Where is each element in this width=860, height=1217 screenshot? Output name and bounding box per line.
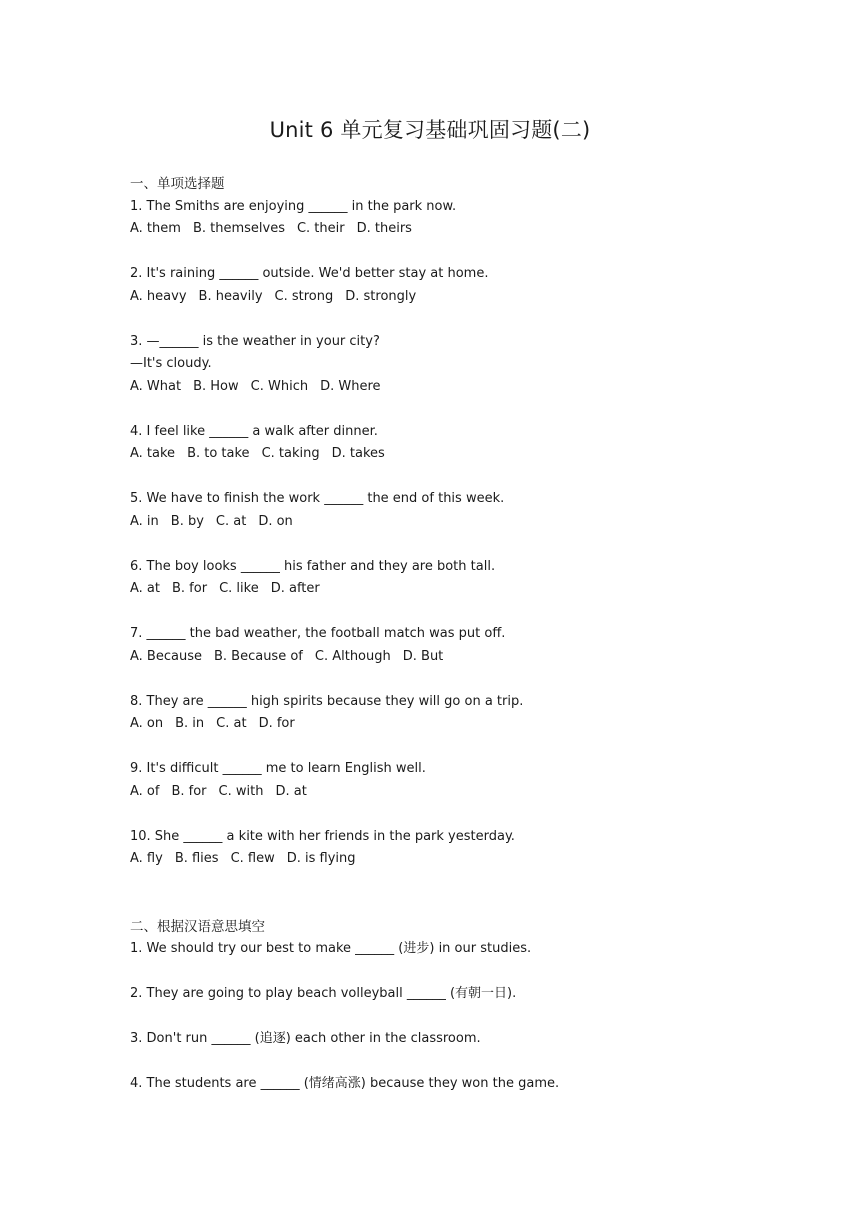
question-stem: 2. It's raining ______ outside. We'd better stay at home. <box>130 266 489 281</box>
question-stem: 10. She ______ a kite with her friends in the park yesterday. <box>130 828 515 844</box>
option-c: C. with <box>218 783 264 799</box>
option-d: D. strongly <box>345 288 417 304</box>
question-stem: 5. We have to finish the work ______ the end of this week. <box>130 491 505 506</box>
option-c: C. flew <box>230 851 275 866</box>
question-stem: 3. —______ is the weather in your city? <box>130 333 380 349</box>
option-c: C. Which <box>250 378 309 394</box>
question-options <box>130 848 770 871</box>
option-d: D. at <box>275 783 307 799</box>
document-title: Unit 6 单元复习基础巩固习题(二) <box>269 118 591 142</box>
question-stem: 6. The boy looks ______ his father and they are both tall. <box>130 558 496 574</box>
question-stem: 9. It's difficult ______ me to learn English well. <box>130 761 426 776</box>
question-response: —It's cloudy. <box>130 356 212 371</box>
option-d: D. Where <box>320 378 381 394</box>
option-d: D. for <box>258 716 295 731</box>
option-a: A. on <box>130 716 164 731</box>
fill-blank-item: 3. Don't run ______ (追逐) each other in the classroom. <box>130 1031 481 1046</box>
option-d: D. is flying <box>286 851 356 866</box>
option-b: B. flies <box>174 851 219 866</box>
option-a: A. heavy <box>130 288 187 304</box>
option-c: C. at <box>215 513 247 529</box>
option-b: B. How <box>193 378 239 394</box>
option-b: B. in <box>175 716 205 731</box>
option-a: A. at <box>130 581 160 596</box>
section2-heading: 二、根据汉语意思填空 <box>130 918 265 935</box>
option-a: A. Because <box>130 648 202 664</box>
question-options <box>130 781 770 804</box>
option-a: A. take <box>130 446 176 461</box>
fill-blank-item: 2. They are going to play beach volleyball ______ (有朝一日). <box>130 986 517 1001</box>
question-options <box>130 286 770 309</box>
question-stem: 7. ______ the bad weather, the football match was put off. <box>130 626 506 641</box>
option-a: A. What <box>130 378 182 394</box>
question-options <box>130 511 770 534</box>
option-c: C. Although <box>314 648 391 664</box>
option-b: B. Because of <box>213 648 303 664</box>
section1-heading: 一、单项选择题 <box>130 176 225 192</box>
option-a: A. of <box>130 783 160 799</box>
option-c: C. strong <box>274 288 334 304</box>
option-a: A. in <box>130 513 159 529</box>
question-options <box>130 578 770 601</box>
question-options <box>130 376 770 399</box>
option-d: D. on <box>258 513 293 529</box>
option-c: C. taking <box>261 446 320 461</box>
question-stem: 4. I feel like ______ a walk after dinner. <box>130 423 378 439</box>
question-options <box>130 646 770 669</box>
option-d: D. takes <box>331 446 385 461</box>
option-d: D. theirs <box>356 221 412 236</box>
option-c: C. at <box>216 716 247 731</box>
question-options <box>130 443 770 466</box>
fill-blank-item: 4. The students are ______ (情绪高涨) because they won the game. <box>130 1076 560 1091</box>
option-c: C. like <box>219 581 259 596</box>
option-b: B. heavily <box>198 288 263 304</box>
option-b: B. for <box>172 581 208 596</box>
option-b: B. by <box>170 513 204 529</box>
question-stem: 8. They are ______ high spirits because they will go on a trip. <box>130 693 524 709</box>
option-a: A. them <box>130 221 181 236</box>
fill-blank-item: 1. We should try our best to make ______ (进步) in our studies. <box>130 941 532 956</box>
option-d: D. But <box>402 648 444 664</box>
option-b: B. to take <box>187 446 250 461</box>
option-d: D. after <box>270 581 320 596</box>
option-b: B. for <box>171 783 207 799</box>
option-b: B. themselves <box>192 221 285 236</box>
document-body <box>130 173 770 1096</box>
option-a: A. fly <box>130 851 163 866</box>
question-options <box>130 218 770 241</box>
option-c: C. their <box>296 221 345 236</box>
question-options <box>130 713 770 736</box>
question-stem: 1. The Smiths are enjoying ______ in the park now. <box>130 198 457 214</box>
